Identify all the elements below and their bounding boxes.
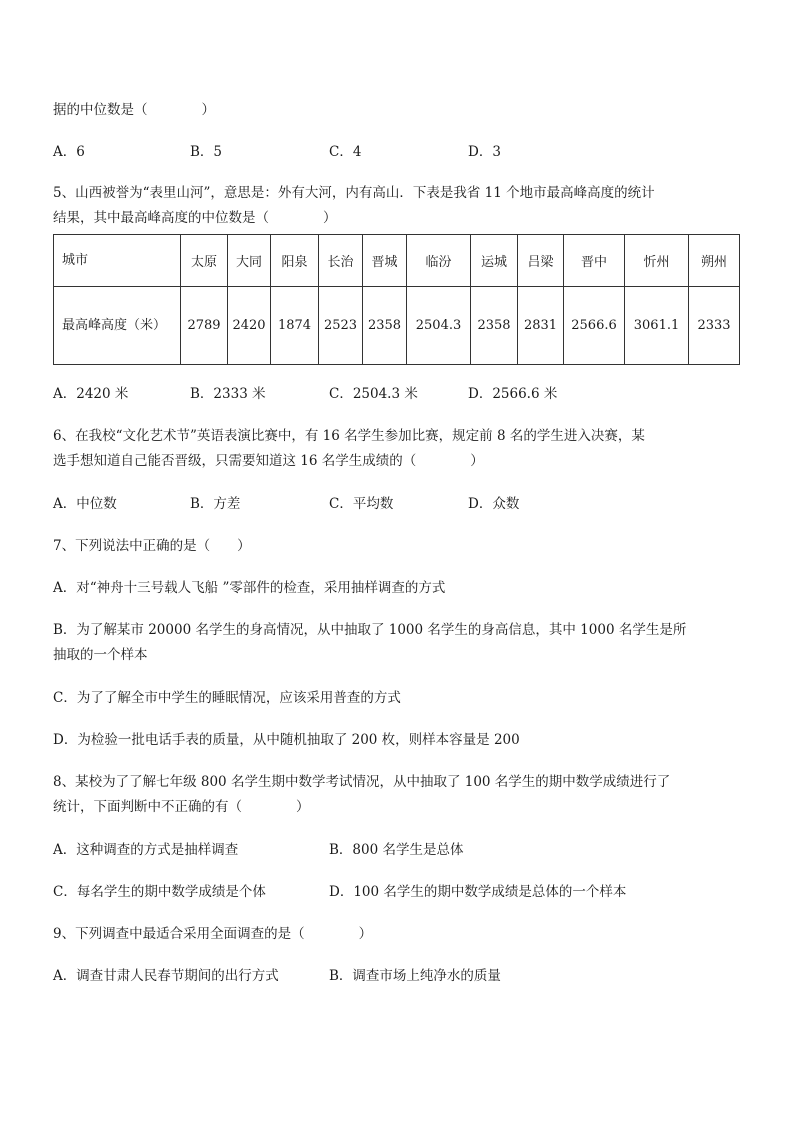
table-cell-city: 太原 <box>181 235 228 287</box>
table-cell-height: 3061.1 <box>625 287 689 365</box>
q5-option-d[interactable]: D．2566.6 米 <box>468 386 558 402</box>
table-cell-height: 2789 <box>181 287 228 365</box>
q8-option-a[interactable]: A．这种调查的方式是抽样调查 <box>53 842 239 858</box>
q4-option-d[interactable]: D．3 <box>468 144 501 160</box>
q8-stem-line1: 8、某校为了了解七年级 800 名学生期中数学考试情况，从中抽取了 100 名学生的期中数学成绩进行了 <box>53 774 671 790</box>
q7-option-b-line1[interactable]: B．为了解某市 20000 名学生的身高情况，从中抽取了 1000 名学生的身高信息，其中 1000 名学生是所 <box>53 622 687 638</box>
table-cell-city: 长治 <box>319 235 363 287</box>
table-cell-height: 2566.6 <box>564 287 625 365</box>
q8-option-c[interactable]: C．每名学生的期中数学成绩是个体 <box>53 884 266 900</box>
q5-stem-line2: 结果，其中最高峰高度的中位数是（ ） <box>53 210 337 226</box>
q5-option-b[interactable]: B．2333 米 <box>190 386 266 402</box>
table-header-height: 最高峰高度（米） <box>54 287 181 365</box>
table-cell-city: 忻州 <box>625 235 689 287</box>
q4-option-a[interactable]: A．6 <box>53 144 85 160</box>
table-cell-city: 吕梁 <box>518 235 564 287</box>
table-row-heights <box>54 287 740 365</box>
table-cell-height: 2358 <box>363 287 407 365</box>
q7-option-a[interactable]: A．对“神舟十三号载人飞船 ”零部件的检查，采用抽样调查的方式 <box>53 580 446 596</box>
q7-stem: 7、下列说法中正确的是（ ） <box>53 538 251 554</box>
q4-option-b[interactable]: B．5 <box>190 144 223 160</box>
q7-option-c[interactable]: C．为了了解全市中学生的睡眠情况，应该采用普查的方式 <box>53 690 401 706</box>
q5-option-a[interactable]: A．2420 米 <box>53 386 129 402</box>
q5-option-c[interactable]: C．2504.3 米 <box>329 386 418 402</box>
q6-option-c[interactable]: C．平均数 <box>329 496 394 512</box>
q7-option-b-line2[interactable]: 抽取的一个样本 <box>53 647 148 663</box>
table-cell-city: 朔州 <box>689 235 740 287</box>
table-cell-city: 临汾 <box>407 235 471 287</box>
q9-option-b[interactable]: B．调查市场上纯净水的质量 <box>329 968 501 984</box>
q8-option-b[interactable]: B．800 名学生是总体 <box>329 842 464 858</box>
table-cell-height: 2358 <box>471 287 518 365</box>
q6-option-b[interactable]: B．方差 <box>190 496 241 512</box>
table-cell-city: 运城 <box>471 235 518 287</box>
q5-stem-line1: 5、山西被誉为“表里山河”，意思是：外有大河，内有高山．下表是我省 11 个地市最高峰高度的统计 <box>53 185 655 201</box>
q8-stem-line2: 统计，下面判断中不正确的有（ ） <box>53 799 310 815</box>
table-header-city: 城市 <box>54 235 181 287</box>
table-cell-height: 2831 <box>518 287 564 365</box>
table-cell-height: 2504.3 <box>407 287 471 365</box>
q6-option-a[interactable]: A．中位数 <box>53 496 117 512</box>
table-cell-height: 2523 <box>319 287 363 365</box>
q4-option-c[interactable]: C．4 <box>329 144 362 160</box>
table-row-cities <box>54 235 740 287</box>
mountain-height-table <box>53 234 740 365</box>
q6-option-d[interactable]: D．众数 <box>468 496 520 512</box>
table-cell-city: 晋中 <box>564 235 625 287</box>
table-cell-city: 大同 <box>228 235 271 287</box>
q6-stem-line2: 选手想知道自己能否晋级，只需要知道这 16 名学生成绩的（ ） <box>53 453 484 469</box>
table-cell-height: 2420 <box>228 287 271 365</box>
q7-option-d[interactable]: D．为检验一批电话手表的质量，从中随机抽取了 200 枚，则样本容量是 200 <box>53 732 520 748</box>
table-cell-city: 阳泉 <box>271 235 319 287</box>
q6-stem-line1: 6、在我校“文化艺术节”英语表演比赛中，有 16 名学生参加比赛，规定前 8 名的学生进入决赛，某 <box>53 428 645 444</box>
table-cell-height: 2333 <box>689 287 740 365</box>
q4-stem-tail: 据的中位数是（ ） <box>53 102 215 118</box>
table-cell-height: 1874 <box>271 287 319 365</box>
q8-option-d[interactable]: D．100 名学生的期中数学成绩是总体的一个样本 <box>329 884 627 900</box>
table-cell-city: 晋城 <box>363 235 407 287</box>
q9-stem: 9、下列调查中最适合采用全面调查的是（ ） <box>53 926 373 942</box>
q9-option-a[interactable]: A．调查甘肃人民春节期间的出行方式 <box>53 968 279 984</box>
